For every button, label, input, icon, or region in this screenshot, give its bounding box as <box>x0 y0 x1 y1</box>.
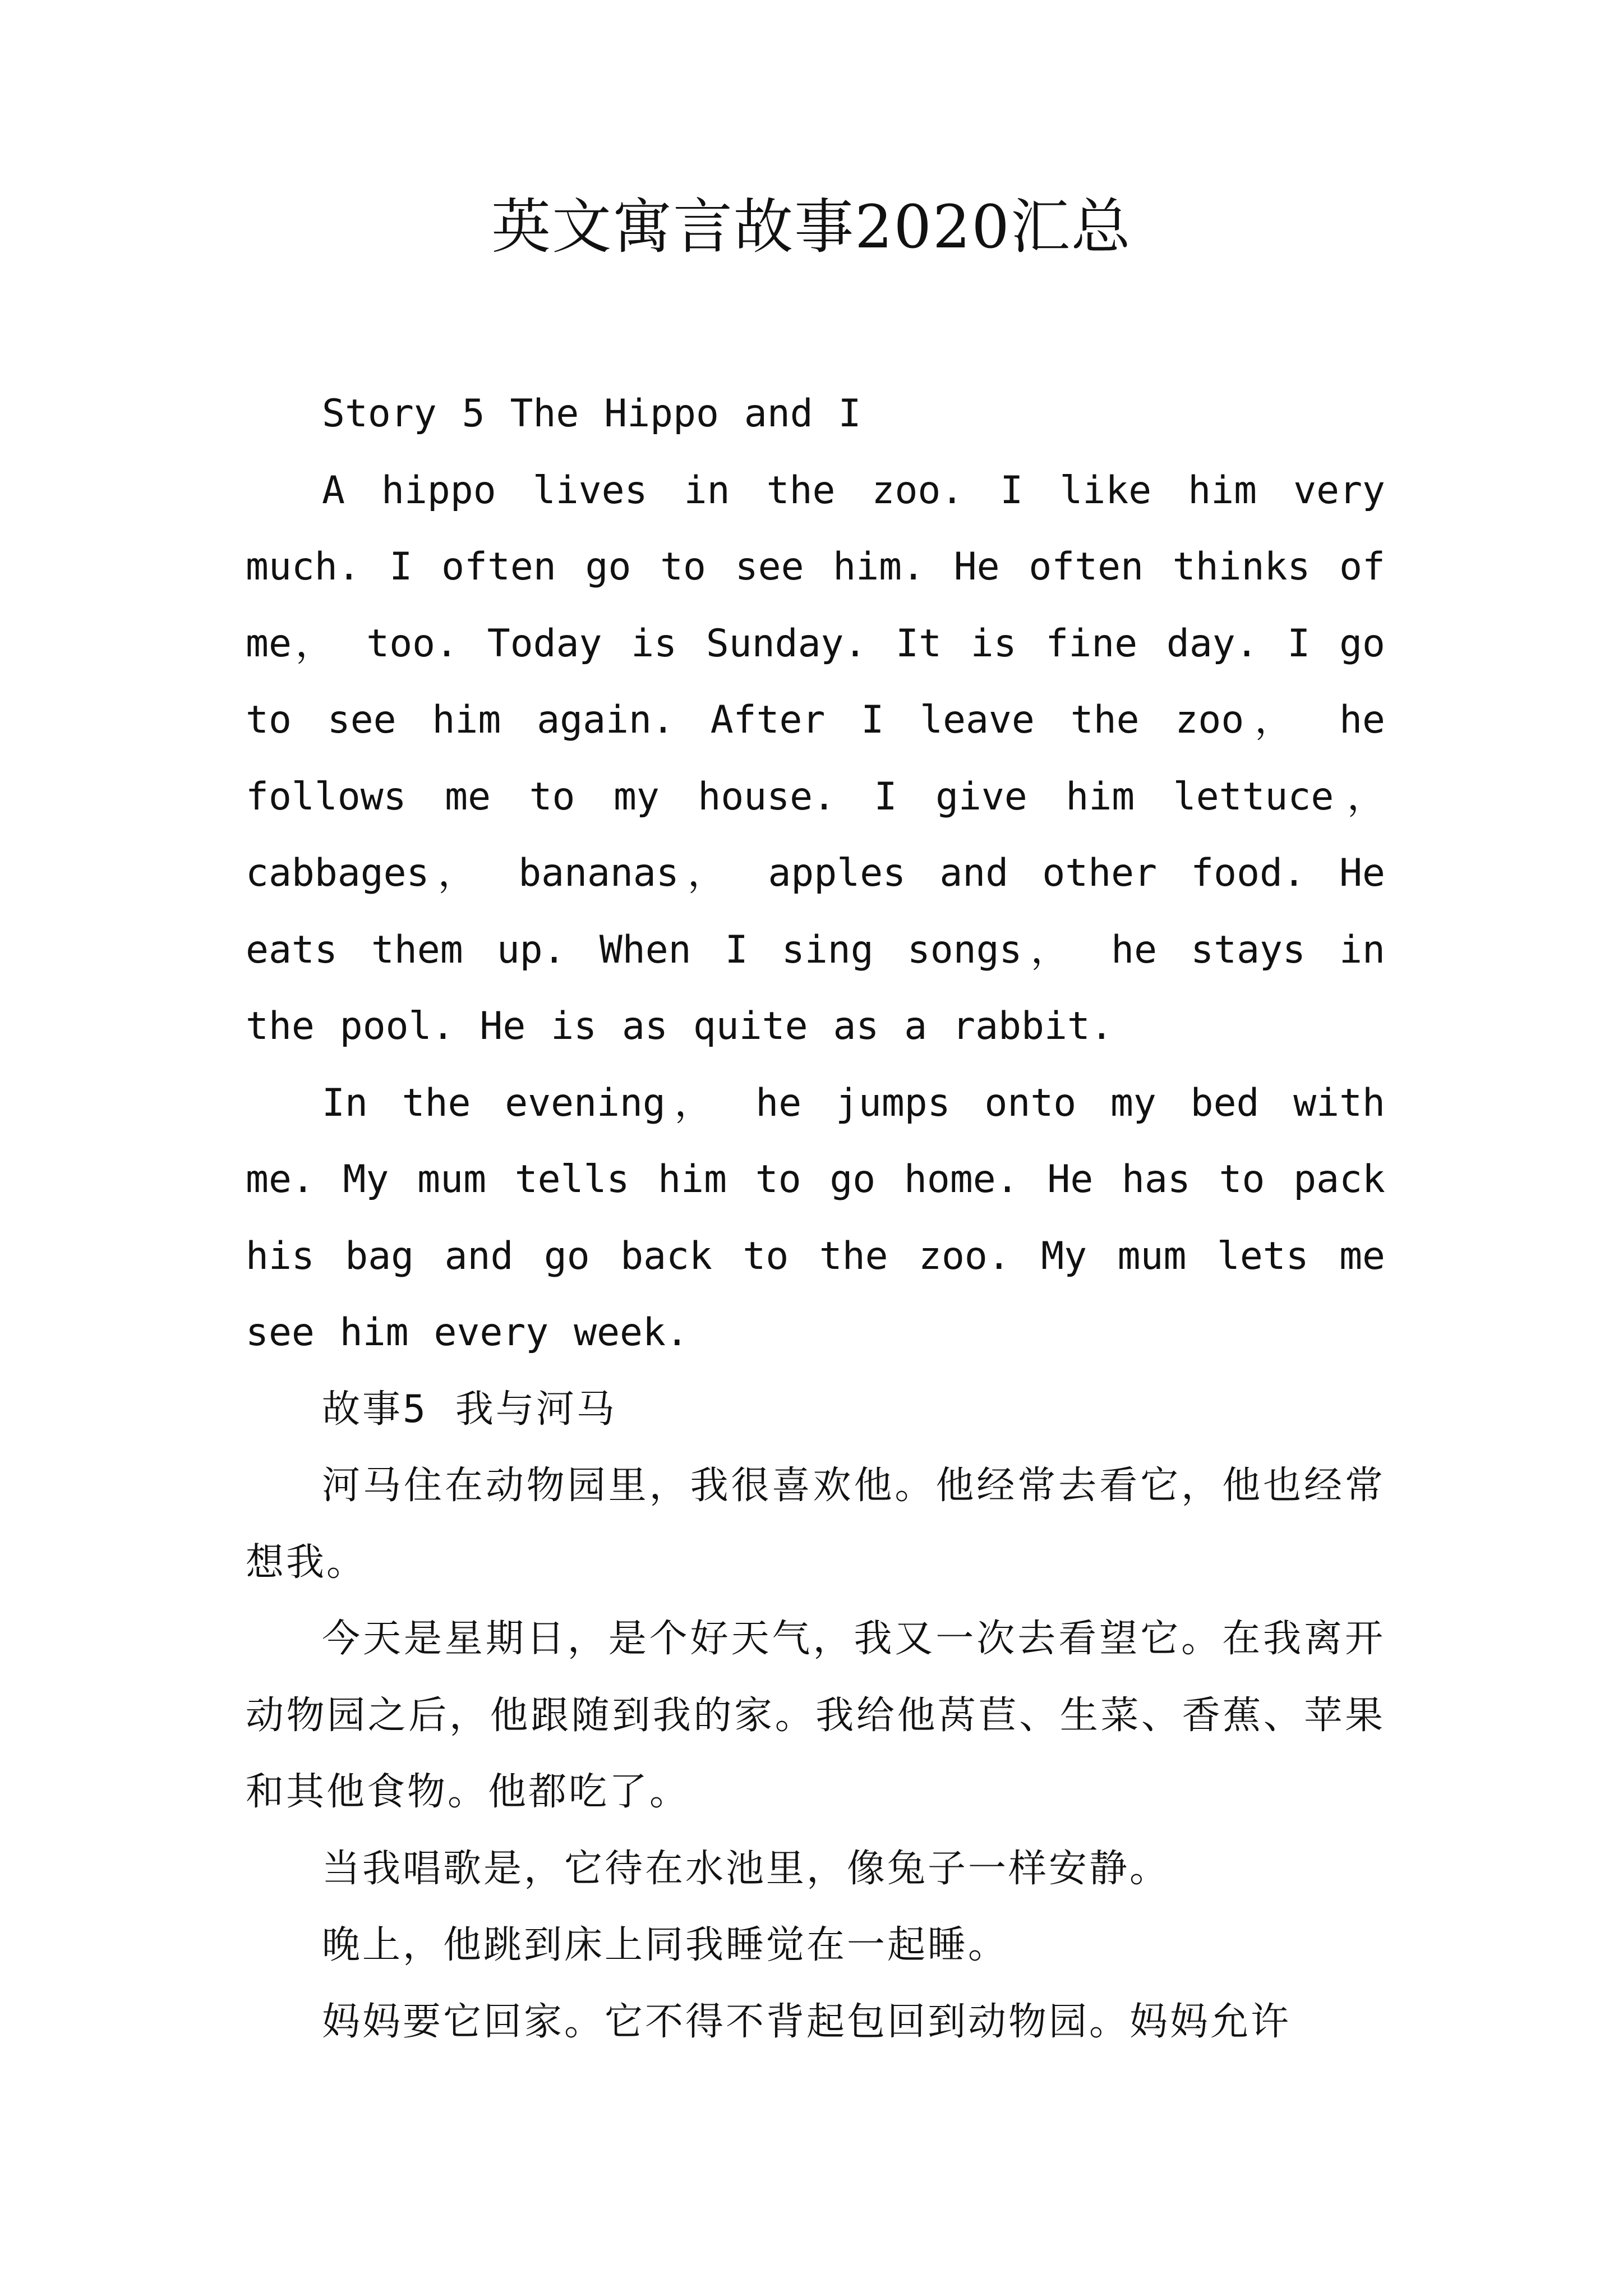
story-heading-en: Story 5 The Hippo and I <box>322 392 861 436</box>
paragraph-en-1: A hippo lives in the zoo. I like him very much. I often go to see him. He often thinks of me， too. Today is Sunday. It is fine day. I go to see him again. After I leave the zoo， he follows me to my house. I give him lettuce， cabbages， bananas， apples and other food. He eats them up. When I sing songs， he stays in the pool. He is as quite as a rabbit. <box>246 468 1385 1048</box>
paragraph-zh-4: 晚上，他跳到床上同我睡觉在一起睡。 <box>322 1923 1009 1967</box>
document-body <box>246 376 1385 2060</box>
paragraph-zh-2: 今天是星期日，是个好天气，我又一次去看望它。在我离开动物园之后，他跟随到我的家。我给他莴苣、生菜、香蕉、苹果和其他食物。他都吃了。 <box>246 1617 1385 1814</box>
paragraph-zh-1: 河马住在动物园里，我很喜欢他。他经常去看它，他也经常想我。 <box>246 1464 1385 1585</box>
paragraph-zh-5: 妈妈要它回家。它不得不背起包回到动物园。妈妈允许 <box>322 1999 1292 2044</box>
paragraph-zh-3: 当我唱歌是，它待在水池里，像兔子一样安静。 <box>322 1846 1170 1891</box>
story-heading-zh: 故事5 我与河马 <box>322 1387 617 1432</box>
document-title: 英文寓言故事2020汇总 <box>491 192 1132 261</box>
paragraph-en-2: In the evening， he jumps onto my bed with me. My mum tells him to go home. He has to pack his bag and go back to the zoo. My mum lets me see him every week. <box>246 1080 1386 1355</box>
